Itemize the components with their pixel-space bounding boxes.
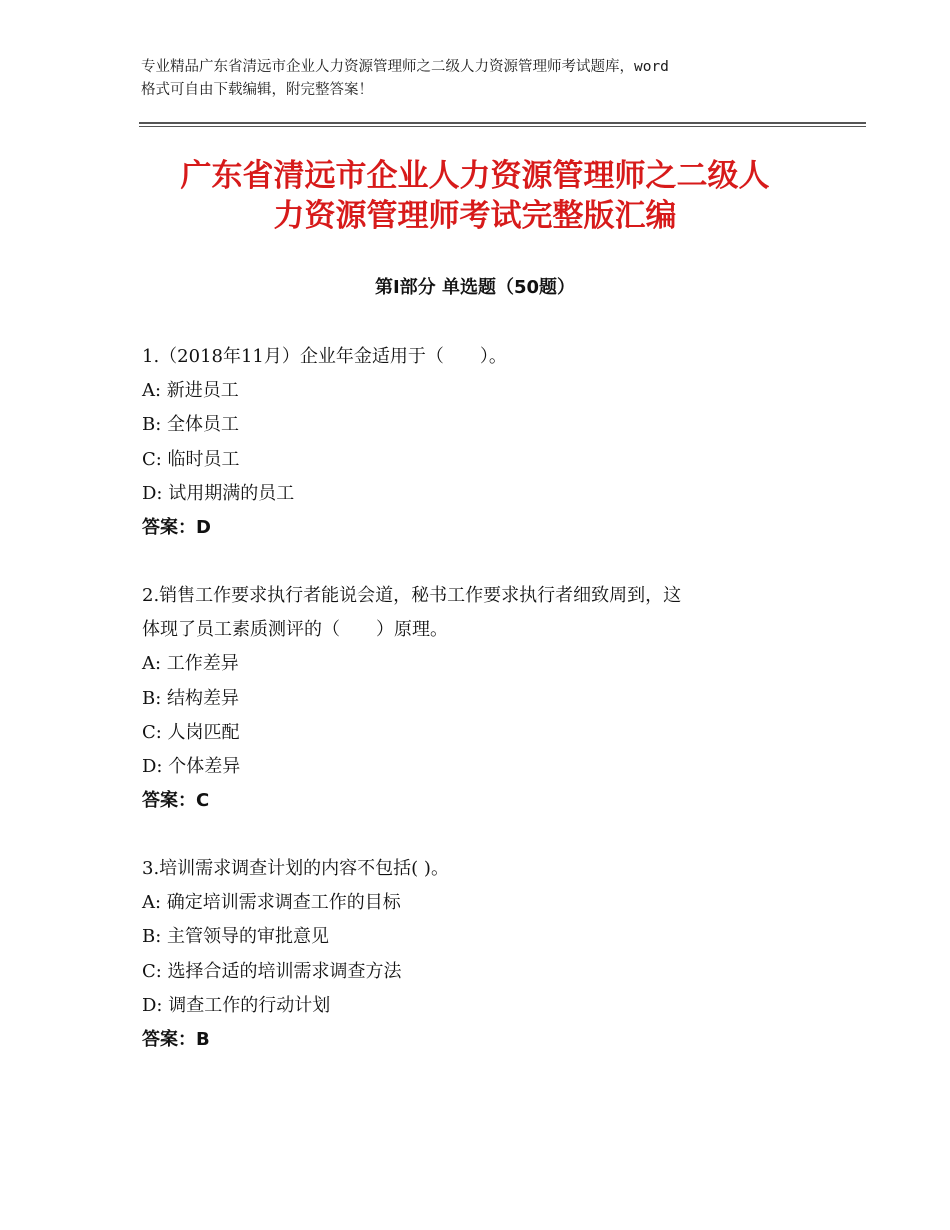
question-1-answer: 答案：D [142,517,211,539]
question-2-option-c: C: 人岗匹配 [142,721,240,743]
header-note-line-1: 专业精品广东省清远市企业人力资源管理师之二级人力资源管理师考试题库，word [141,59,669,75]
question-1-option-d: D: 试用期满的员工 [142,482,295,504]
header-divider-thin [139,126,866,127]
question-1-option-a: A: 新进员工 [142,380,239,402]
question-2-text-line-1: 2.销售工作要求执行者能说会道，秘书工作要求执行者细致周到，这 [142,585,682,606]
question-3-answer: 答案：B [142,1029,210,1051]
question-3-option-d: D: 调查工作的行动计划 [142,994,331,1016]
header-divider-thick [139,122,866,124]
question-3-option-c: C: 选择合适的培训需求调查方法 [142,960,402,982]
question-2-option-d: D: 个体差异 [142,756,241,778]
question-2-option-a: A: 工作差异 [142,653,239,675]
section-title: 第Ⅰ部分 单选题（50题） [374,277,575,298]
document-title-line-2: 力资源管理师考试完整版汇编 [273,198,677,234]
question-2-answer: 答案：C [142,790,210,812]
question-1 [142,340,812,545]
header-note [141,56,831,102]
question-2-option-b: B: 结构差异 [142,687,240,709]
question-3-option-a: A: 确定培训需求调查工作的目标 [142,892,401,914]
question-1-option-b: B: 全体员工 [142,414,240,436]
question-1-option-c: C: 临时员工 [142,448,240,470]
question-2 [142,579,812,818]
question-3-option-b: B: 主管领导的审批意见 [142,926,330,948]
question-2-text-line-2: 体现了员工素质测评的（ ）原理。 [142,619,448,641]
document-title-line-1: 广东省清远市企业人力资源管理师之二级人 [180,158,770,194]
question-3-text: 3.培训需求调查计划的内容不包括( )。 [142,858,449,879]
question-3 [142,852,812,1057]
question-1-text: 1.（2018年11月）企业年金适用于（ ）。 [142,346,507,367]
header-note-line-2: 格式可自由下载编辑，附完整答案！ [141,82,373,98]
document-title [60,156,890,236]
